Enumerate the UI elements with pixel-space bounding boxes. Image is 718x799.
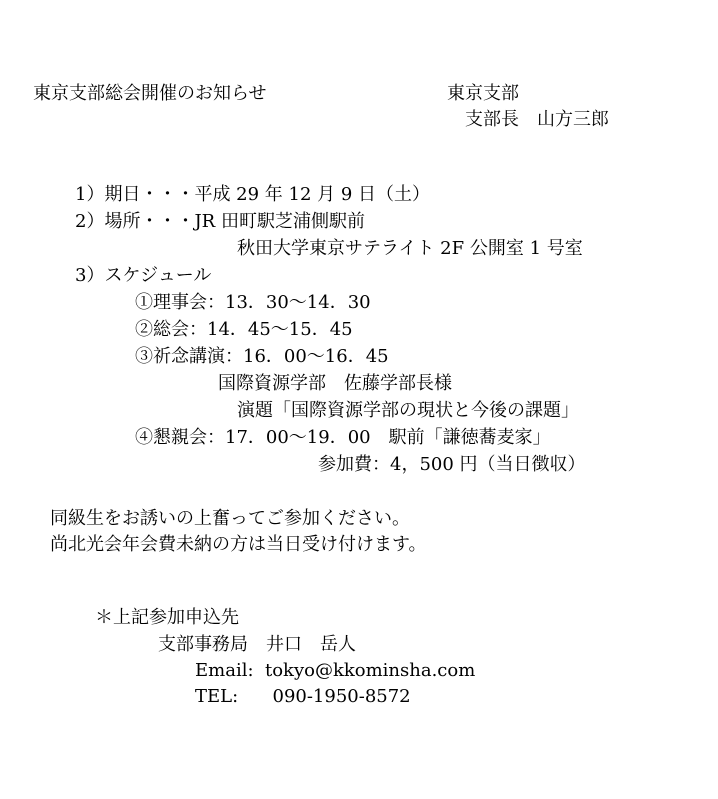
sender-name: 支部長 山方三郎	[465, 109, 609, 130]
item-place: 2）場所・・・JR 田町駅芝浦側駅前	[75, 211, 365, 232]
schedule-party: ④懇親会：17．00～19．00 駅前「謙徳蕎麦家」	[135, 427, 551, 448]
schedule-general-meeting: ②総会：14．45～15．45	[135, 319, 353, 340]
note-membership-fee: 尚北光会年会費未納の方は当日受け付けます。	[50, 534, 427, 555]
branch-name: 東京支部	[447, 83, 519, 104]
item-date: 1）期日・・・平成 29 年 12 月 9 日（土）	[75, 184, 431, 205]
schedule-fee: 参加費：4，500 円（当日徴収）	[318, 454, 586, 475]
schedule-lecture-title: 演題「国際資源学部の現状と今後の課題」	[237, 400, 579, 421]
notice-title: 東京支部総会開催のお知らせ	[33, 83, 267, 104]
contact-tel: TEL: 090-1950-8572	[195, 686, 411, 707]
schedule-lecture: ③祈念講演：16．00～16．45	[135, 346, 389, 367]
contact-office: 支部事務局 井口 岳人	[158, 634, 356, 655]
schedule-lecturer: 国際資源学部 佐藤学部長様	[218, 373, 452, 394]
item-place-detail: 秋田大学東京サテライト 2F 公開室 1 号室	[237, 238, 583, 259]
contact-email: Email: tokyo@kkominsha.com	[195, 660, 476, 681]
contact-heading: ＊上記参加申込先	[95, 607, 239, 628]
schedule-board-meeting: ①理事会：13．30～14．30	[135, 292, 371, 313]
item-schedule-title: 3）スケジュール	[75, 265, 212, 286]
note-invite: 同級生をお誘いの上奮ってご参加ください。	[50, 508, 410, 529]
